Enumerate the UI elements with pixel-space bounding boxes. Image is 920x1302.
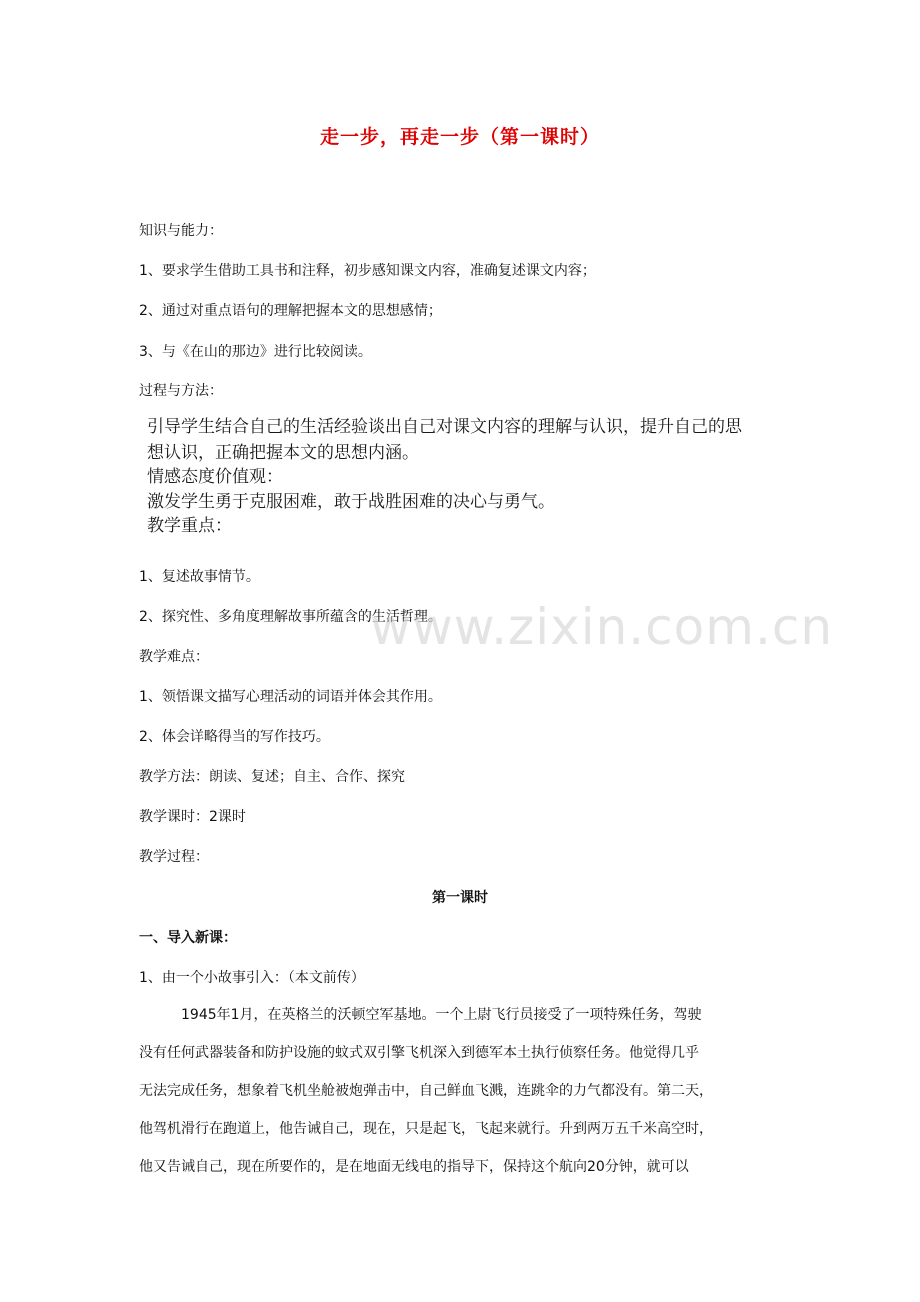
knowledge-item-1: 1、要求学生借助工具书和注释，初步感知课文内容，准确复述课文内容； <box>139 263 596 279</box>
document-title: 走一步，再走一步（第一课时） <box>319 126 600 148</box>
story-line-3: 无法完成任务，想象着飞机坐舱被炮弹击中，自己鲜血飞溅，连跳伞的力气都没有。第二天， <box>139 1083 713 1099</box>
intro-item: 1、由一个小故事引入：（本文前传） <box>139 970 365 986</box>
knowledge-item-2: 2、通过对重点语句的理解把握本文的思想感情； <box>139 303 442 319</box>
scanned-line-5: 教学重点： <box>147 516 232 536</box>
difficulty-heading: 教学难点： <box>139 649 209 665</box>
difficulty-item-2: 2、体会详略得当的写作技巧。 <box>139 729 330 745</box>
key-item-1: 1、复述故事情节。 <box>139 569 260 585</box>
key-item-2: 2、探究性、多角度理解故事所蕴含的生活哲理。 <box>139 609 442 625</box>
scanned-line-1: 引导学生结合自己的生活经验谈出自己对课文内容的理解与认识，提升自己的思 <box>147 417 742 437</box>
process-heading: 过程与方法： <box>139 383 223 399</box>
watermark: www.zixin.com.cn <box>370 598 834 656</box>
scanned-line-3: 情感态度价值观： <box>147 467 283 487</box>
story-line-2: 没有任何武器装备和防护设施的蚊式双引擎飞机深入到德军本土执行侦察任务。他觉得几乎 <box>139 1045 699 1061</box>
story-line-1: 1945年1月，在英格兰的沃顿空军基地。一个上尉飞行员接受了一项特殊任务，驾驶 <box>181 1007 702 1023</box>
story-line-5: 他又告诫自己，现在所要作的，是在地面无线电的指导下，保持这个航向20分钟，就可以 <box>139 1159 689 1175</box>
scanned-line-4: 激发学生勇于克服困难，敢于战胜困难的决心与勇气。 <box>147 492 555 512</box>
teaching-process: 教学过程： <box>139 849 209 865</box>
knowledge-item-3: 3、与《在山的那边》进行比较阅读。 <box>139 344 372 360</box>
teaching-method: 教学方法：朗读、复述；自主、合作、探究 <box>139 769 405 785</box>
difficulty-item-1: 1、领悟课文描写心理活动的词语并体会其作用。 <box>139 689 442 705</box>
teaching-hours: 教学课时：2课时 <box>139 809 246 825</box>
lesson-heading: 第一课时 <box>432 890 488 906</box>
knowledge-heading: 知识与能力： <box>139 223 223 239</box>
intro-heading: 一、导入新课： <box>139 930 237 946</box>
scanned-line-2: 想认识，正确把握本文的思想内涵。 <box>147 443 419 463</box>
story-line-4: 他驾机滑行在跑道上，他告诫自己，现在，只是起飞，飞起来就行。升到两万五千米高空时， <box>139 1121 713 1137</box>
